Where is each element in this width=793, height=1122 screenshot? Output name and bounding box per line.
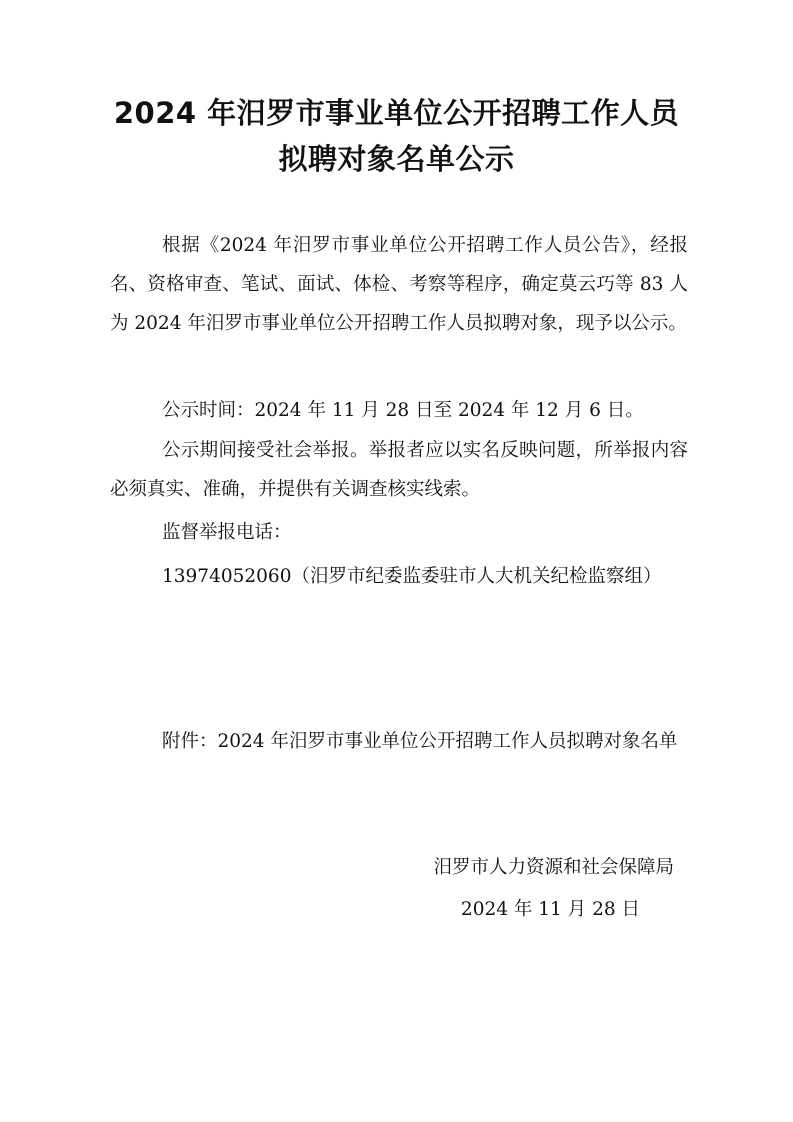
attachment-paragraph: 附件：2024 年汨罗市事业单位公开招聘工作人员拟聘对象名单 — [162, 731, 678, 752]
document-title-line-2: 拟聘对象名单公示 — [278, 142, 515, 176]
period-paragraph: 公示时间：2024 年 11 月 28 日至 2024 年 12 月 6 日。 — [162, 400, 644, 421]
signature-date: 2024 年 11 月 28 日 — [460, 899, 640, 920]
document-title-line-1: 2024 年汨罗市事业单位公开招聘工作人员 — [113, 96, 680, 130]
reporting-paragraph: 公示期间接受社会举报。举报者应以实名反映问题，所举报内容必须真实、准确，并提供有关调查核实线索。 — [110, 440, 688, 500]
hotline-label: 监督举报电话： — [162, 522, 292, 543]
attachment-paragraph-block — [110, 722, 688, 761]
reporting-paragraph-block — [110, 431, 688, 509]
hotline-paragraph-block — [110, 557, 688, 596]
basis-paragraph: 根据《2024 年汨罗市事业单位公开招聘工作人员公告》，经报名、资格审查、笔试、面试、体检、考察等程序，确定莫云巧等 83 人为 2024 年汨罗市事业单位公开招聘工作人员拟聘对象，现予以公示。 — [110, 235, 688, 334]
hotline-paragraph: 13974052060（汨罗市纪委监委驻市人大机关纪检监察组） — [162, 566, 662, 587]
period-paragraph-block — [110, 391, 688, 430]
hotline-label-block — [110, 513, 688, 552]
signature-organization: 汨罗市人力资源和社会保障局 — [433, 857, 674, 878]
basis-paragraph-block — [110, 226, 688, 343]
